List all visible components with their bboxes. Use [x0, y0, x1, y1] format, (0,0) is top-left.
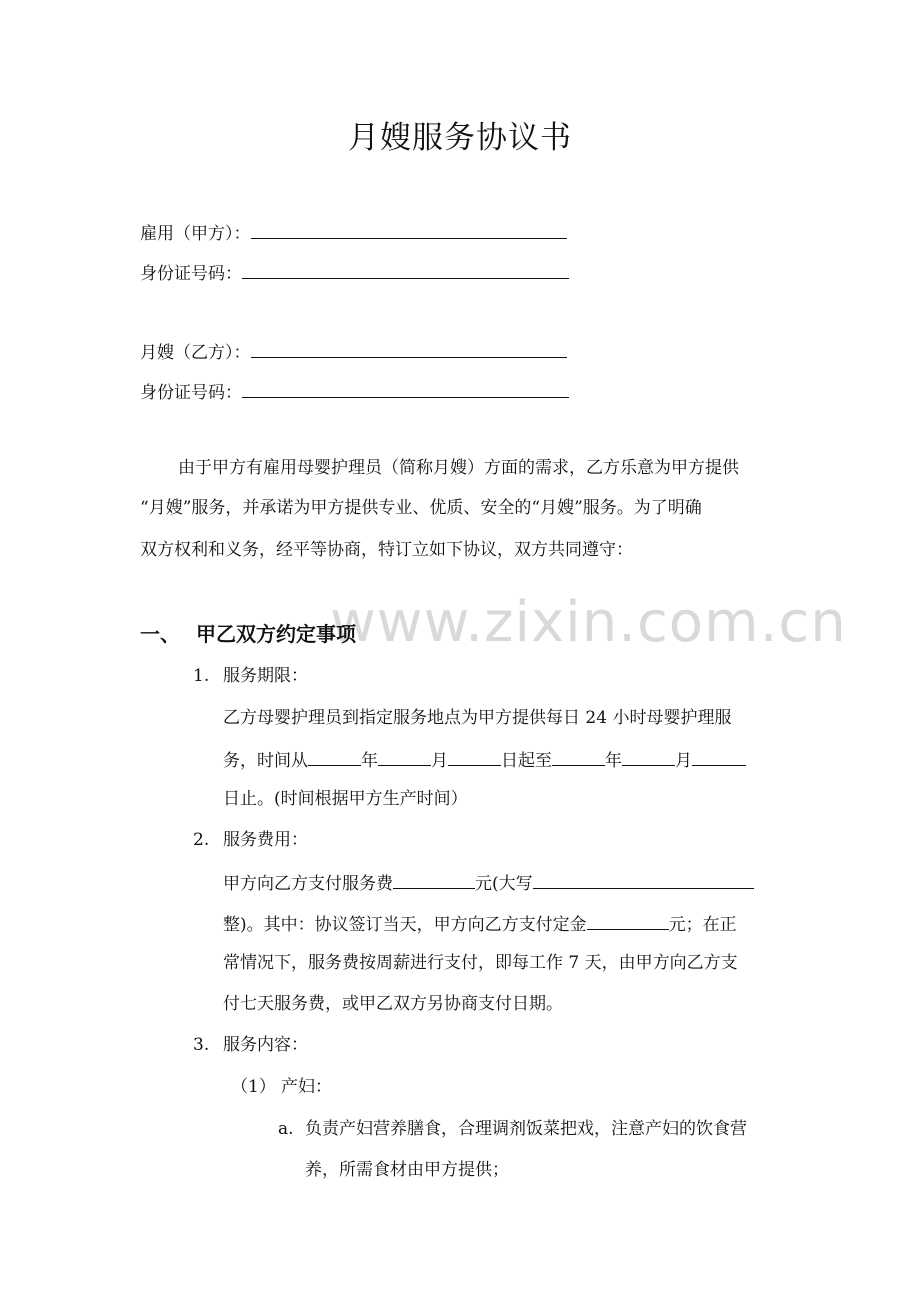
section-number: 一、	[140, 622, 180, 646]
party-a-id-blank[interactable]	[242, 259, 569, 279]
period-from-label: 务，时间从	[223, 751, 308, 771]
item-2-line-2	[223, 910, 737, 937]
party-b-id-label: 身份证号码：	[140, 383, 242, 403]
to-year-blank[interactable]	[552, 746, 605, 766]
to-month-blank[interactable]	[622, 746, 675, 766]
item-2-line-3: 常情况下，服务费按周薪进行支付，即每工作 7 天，由甲方向乙方支	[223, 953, 738, 973]
item-number: 3.	[193, 1035, 210, 1055]
item-number: 1.	[193, 666, 210, 686]
intro-line-3: 双方权利和义务，经平等协商，特订立如下协议，双方共同遵守：	[140, 540, 633, 560]
fee-label: 甲方向乙方支付服务费	[223, 874, 393, 894]
party-b-label: 月嫂（乙方）：	[140, 343, 251, 363]
from-day-blank[interactable]	[448, 746, 501, 766]
watermark: www.zixin.com.cn	[330, 590, 847, 655]
party-a-name-blank[interactable]	[251, 219, 567, 239]
party-b-row	[140, 338, 567, 365]
item-3-sub-1a-line-2: 养，所需食材由甲方提供；	[305, 1160, 509, 1180]
item-1-heading	[193, 664, 308, 688]
party-a-id-row	[140, 259, 569, 286]
fee-amount-blank[interactable]	[393, 869, 475, 889]
intro-line-1: 由于甲方有雇用母婴护理员（简称月嫂）方面的需求，乙方乐意为甲方提供	[178, 458, 739, 478]
month-label: 月	[431, 751, 448, 771]
party-a-label: 雇用（甲方）：	[140, 224, 251, 244]
section-heading-1	[140, 618, 356, 647]
fee-capital-blank[interactable]	[533, 869, 754, 889]
party-b-name-blank[interactable]	[251, 338, 567, 358]
item-2-line-1	[223, 869, 754, 896]
item-number: 2.	[193, 830, 210, 850]
deposit-tail: 元；在正	[668, 915, 737, 935]
item-3-sub-1a-line-1	[278, 1117, 747, 1141]
list-letter: a.	[278, 1119, 294, 1139]
item-3-sub-1	[231, 1075, 332, 1099]
party-b-id-blank[interactable]	[242, 378, 569, 398]
section-title: 甲乙双方约定事项	[196, 622, 356, 646]
party-b-id-row	[140, 378, 569, 405]
party-a-id-label: 身份证号码：	[140, 264, 242, 284]
item-1-line-2	[223, 746, 746, 773]
year-label: 年	[361, 751, 378, 771]
item-title: 服务期限：	[223, 666, 308, 686]
from-month-blank[interactable]	[378, 746, 431, 766]
item-2-line-4: 付七天服务费，或甲乙双方另协商支付日期。	[223, 994, 563, 1014]
year-label: 年	[605, 751, 622, 771]
sub-number: （1）	[231, 1077, 276, 1097]
intro-line-2: “月嫂”服务，并承诺为甲方提供专业、优质、安全的“月嫂”服务。为了明确	[140, 498, 702, 518]
month-label: 月	[675, 751, 692, 771]
item-1-line-3: 日止。(时间根据甲方生产时间）	[223, 789, 468, 809]
item-1-line-1: 乙方母婴护理员到指定服务地点为甲方提供每日 24 小时母婴护理服	[223, 708, 732, 728]
sub-title: 产妇：	[281, 1077, 332, 1097]
item-3-heading	[193, 1033, 308, 1057]
document-title: 月嫂服务协议书	[348, 120, 572, 156]
from-year-blank[interactable]	[308, 746, 361, 766]
item-2-heading	[193, 828, 308, 852]
deposit-label: 整)。其中：协议签订当天，甲方向乙方支付定金	[223, 915, 587, 935]
day-from-label: 日起至	[501, 751, 552, 771]
fee-capital-label: 元(大写	[475, 874, 533, 894]
deposit-amount-blank[interactable]	[587, 910, 669, 930]
party-a-row	[140, 219, 567, 246]
item-title: 服务内容：	[223, 1035, 308, 1055]
to-day-blank[interactable]	[692, 746, 746, 766]
sub-1a-text: 负责产妇营养膳食，合理调剂饭菜把戏，注意产妇的饮食营	[305, 1119, 747, 1139]
item-title: 服务费用：	[223, 830, 308, 850]
